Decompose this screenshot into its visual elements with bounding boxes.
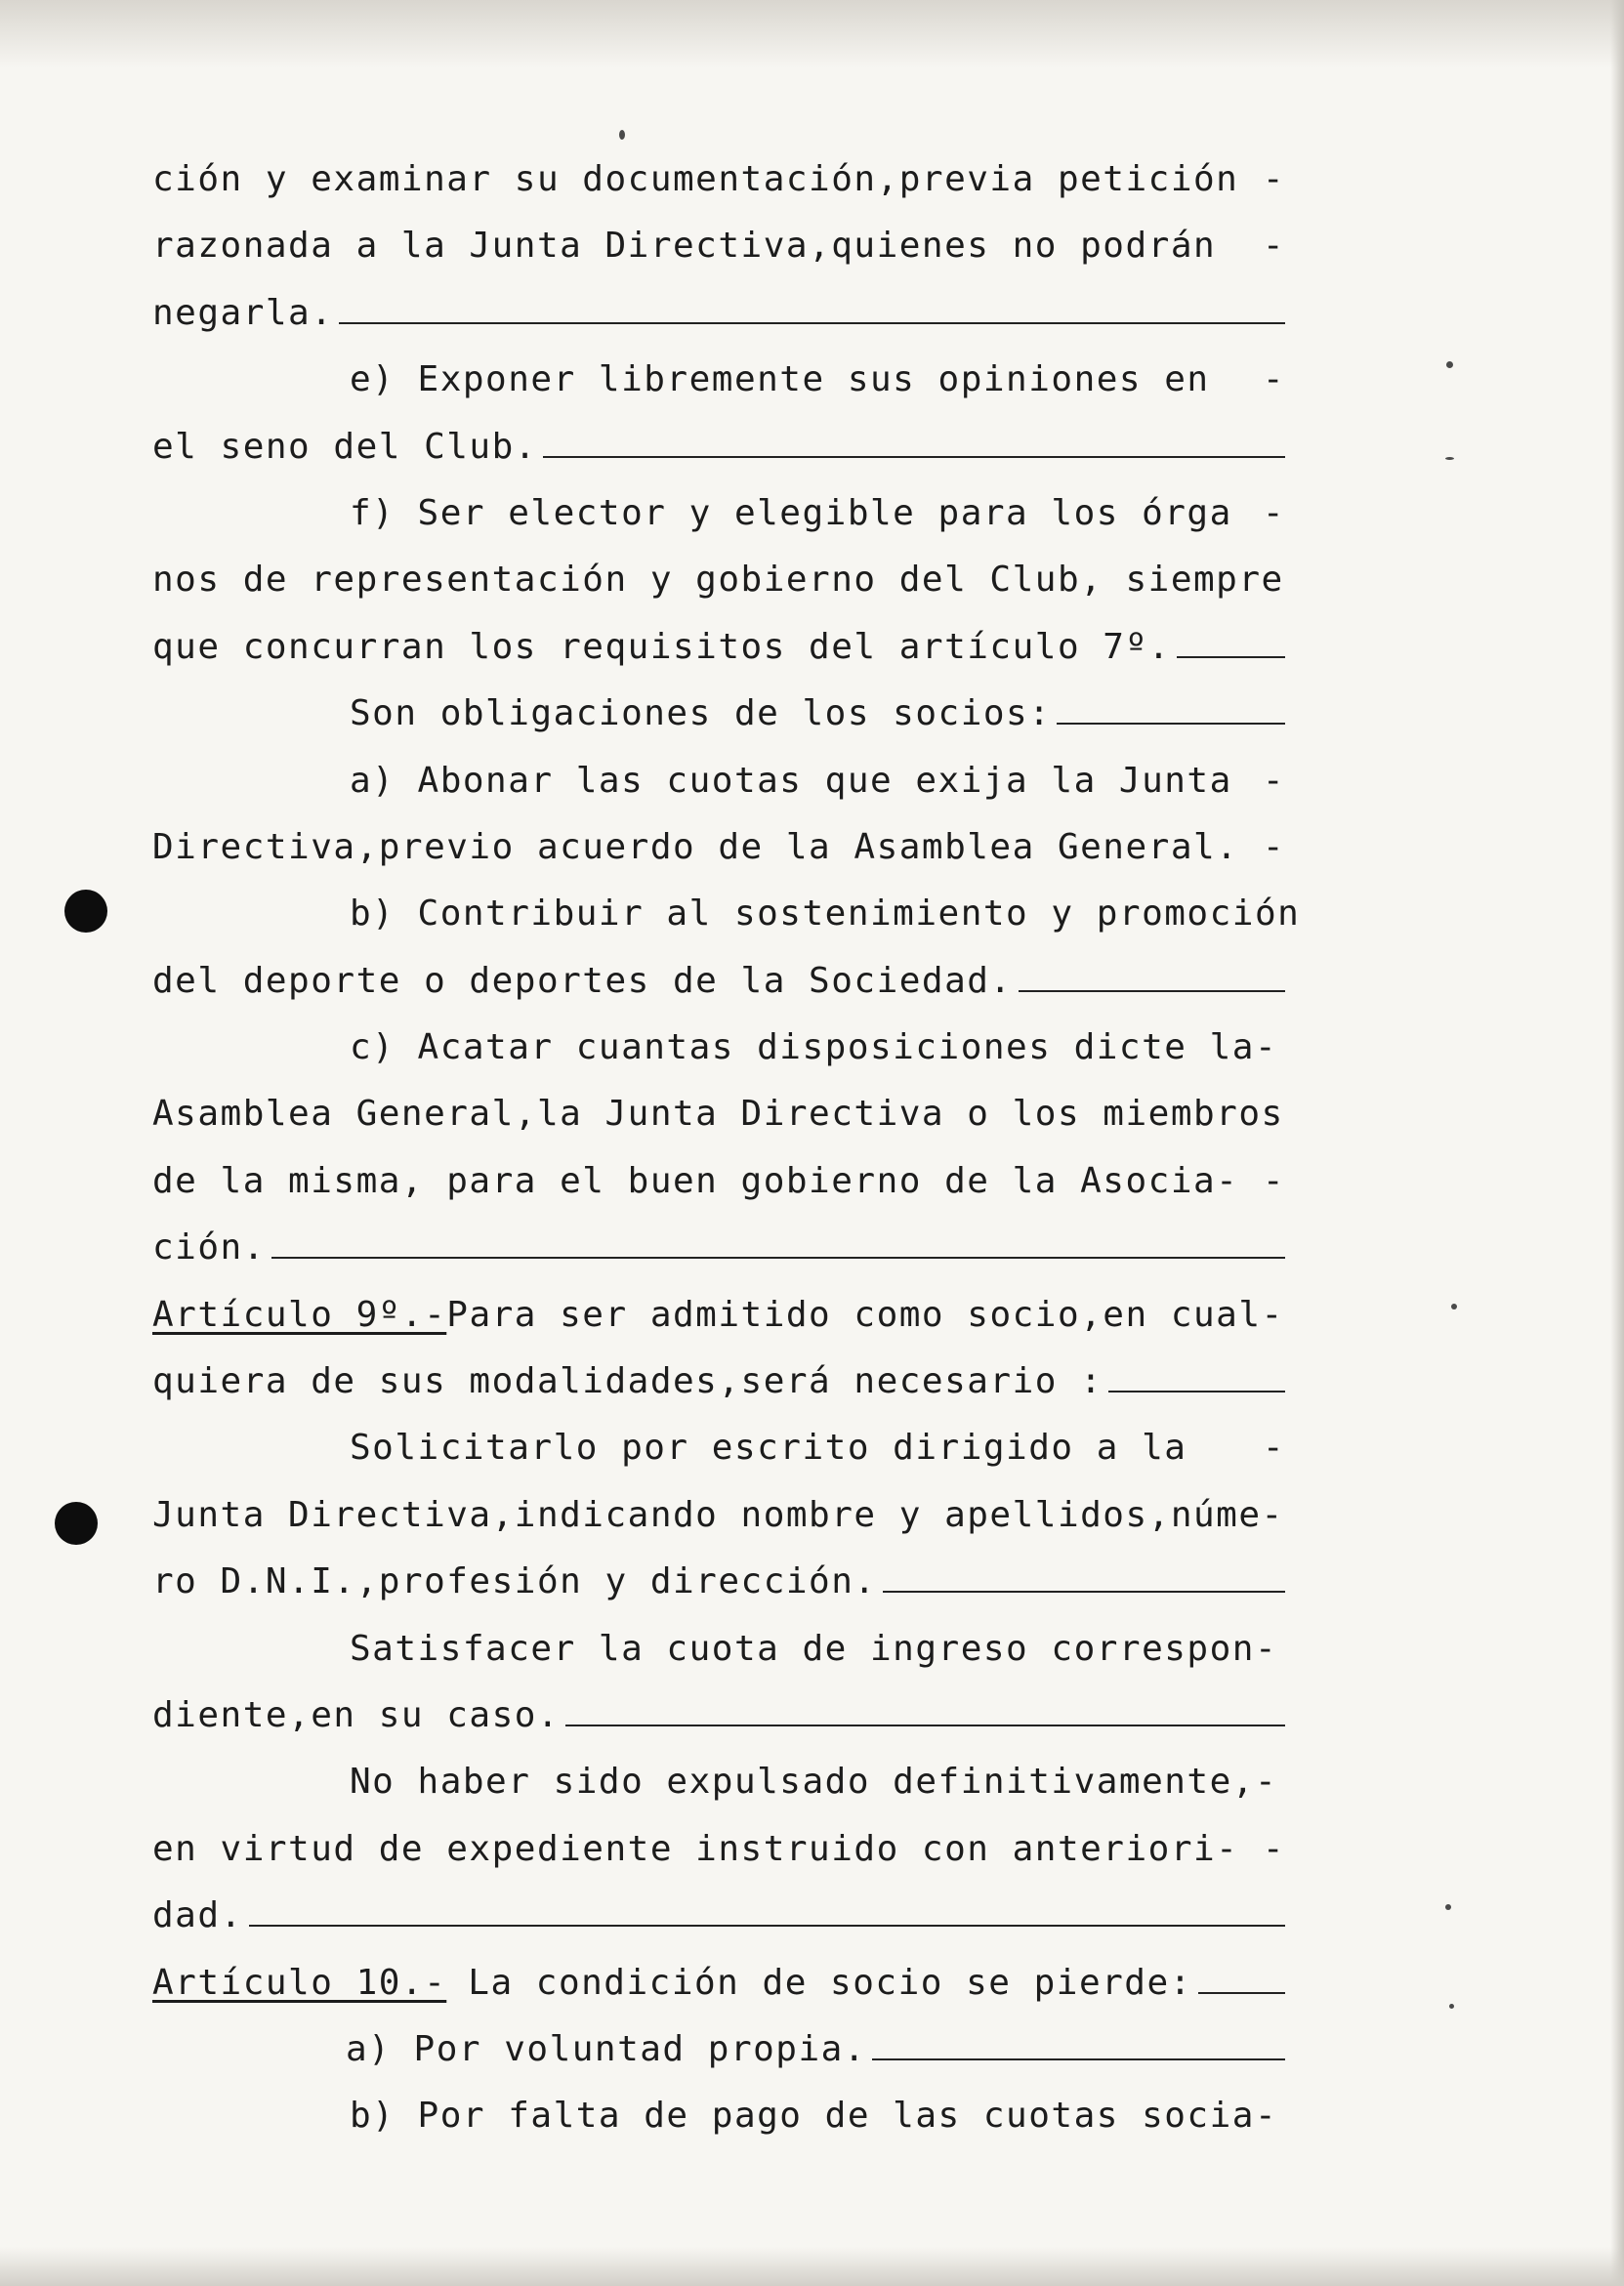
text-line: Asamblea General,la Junta Directiva o los miembros — [152, 1094, 1284, 1135]
text-line: Directiva,previo acuerdo de la Asamblea General. - — [152, 826, 1285, 867]
text-line: de la misma, para el buen gobierno de la Asocia- - — [152, 1160, 1285, 1201]
scan-speck — [619, 130, 625, 140]
text-line: diente,en su caso. — [152, 1683, 1285, 1749]
text-line: e) Exponer libremente sus opiniones en - — [350, 359, 1285, 400]
text-line: No haber sido expulsado definitivamente,- — [350, 1762, 1278, 1803]
fill-rule — [1019, 990, 1285, 992]
fill-rule — [1108, 1391, 1285, 1392]
text-line: ción y examinar su documentación,previa petición - — [152, 159, 1285, 199]
fill-rule — [872, 2058, 1285, 2060]
scan-speck — [1445, 457, 1454, 460]
text-line: Solicitarlo por escrito dirigido a la - — [350, 1428, 1285, 1469]
text-line: b) Por falta de pago de las cuotas socia- — [350, 2096, 1278, 2137]
text-line: quiera de sus modalidades,será necesario : — [152, 1349, 1285, 1415]
text-line: dad. — [152, 1883, 1285, 1949]
text-line: ro D.N.I.,profesión y dirección. — [152, 1549, 1285, 1615]
text-line: razonada a la Junta Directiva,quienes no podrán - — [152, 226, 1285, 267]
scan-speck — [1451, 1304, 1457, 1309]
text-line: nos de representación y gobierno del Club, siempre — [152, 560, 1284, 601]
text-line: Junta Directiva,indicando nombre y apellidos,núme- — [152, 1494, 1284, 1535]
fill-rule — [1057, 723, 1285, 725]
text-line: f) Ser elector y elegible para los órga - — [350, 492, 1285, 533]
fill-rule — [543, 456, 1285, 458]
text-line: el seno del Club. — [152, 414, 1285, 480]
punch-hole-lower — [55, 1502, 98, 1545]
text-line: Son obligaciones de los socios: — [152, 681, 1285, 747]
text-line: negarla. — [152, 280, 1285, 347]
fill-rule — [249, 1925, 1285, 1927]
text-line: c) Acatar cuantas disposiciones dicte la- — [350, 1027, 1278, 1068]
fill-rule — [565, 1725, 1285, 1726]
text-line: ción. — [152, 1215, 1285, 1281]
scan-edge-top — [0, 0, 1624, 68]
fill-rule — [883, 1591, 1285, 1593]
scan-edge-right — [1610, 0, 1624, 2286]
text-line: en virtud de expediente instruido con anteriori- - — [152, 1828, 1285, 1869]
fill-rule — [1198, 1992, 1285, 1994]
text-line: Artículo 9º.- Para ser admitido como socio,en cual- — [152, 1282, 1285, 1349]
body-text — [152, 146, 1301, 2150]
text-line: Artículo 10.- La condición de socio se pierde: — [152, 1950, 1285, 2016]
punch-hole-upper — [64, 890, 107, 933]
text-line: b) Contribuir al sostenimiento y promoción — [350, 894, 1301, 935]
text-line: Satisfacer la cuota de ingreso correspon- — [350, 1628, 1278, 1669]
scan-speck — [1449, 2004, 1454, 2009]
text-line: a) Por voluntad propia. — [152, 2016, 1285, 2083]
text-line: que concurran los requisitos del artículo 7º. — [152, 614, 1285, 681]
fill-rule — [1177, 656, 1285, 658]
fill-rule — [271, 1257, 1285, 1259]
text-line: a) Abonar las cuotas que exija la Junta - — [350, 760, 1285, 801]
scan-edge-bottom — [0, 2247, 1624, 2286]
article-heading: Artículo 9º.- — [152, 1294, 447, 1335]
article-heading: Artículo 10.- — [152, 1962, 447, 2003]
fill-rule — [339, 322, 1285, 324]
scan-speck — [1446, 361, 1453, 368]
scan-speck — [1445, 1904, 1451, 1910]
text-line: del deporte o deportes de la Sociedad. — [152, 948, 1285, 1015]
